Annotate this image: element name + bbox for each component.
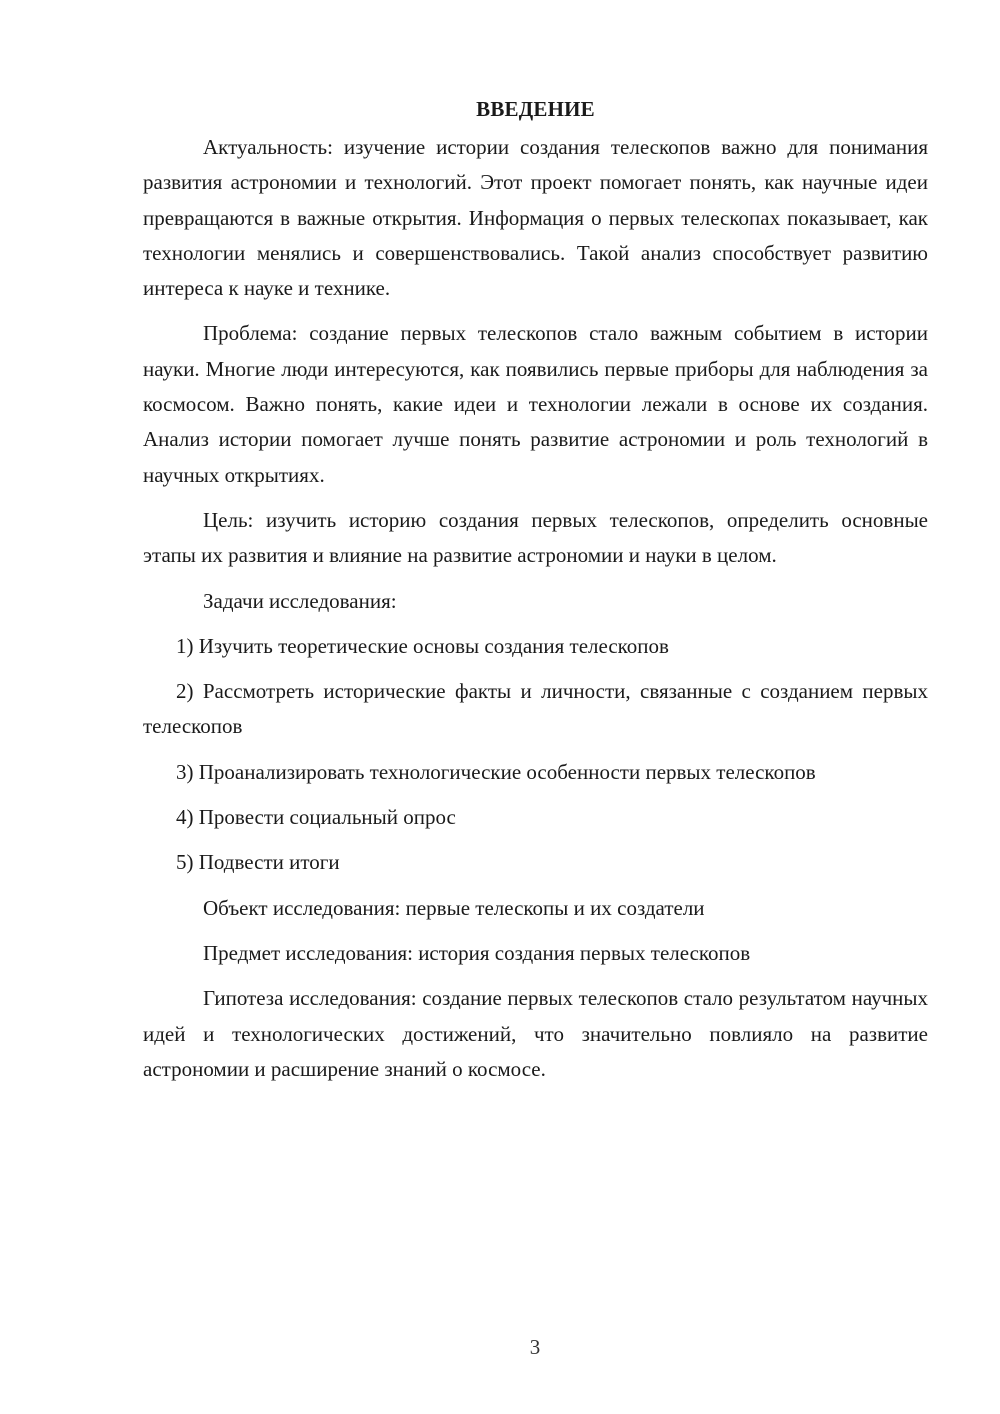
paragraph-relevance: Актуальность: изучение истории создания телескопов важно для понимания развития астрономии и технологий. Этот проект помогает понять, как научные идеи превращаются в важные открытия. Информация о первых телескопах показывает, как технологии менялись и совершенствовались. Такой анализ способствует развитию интереса к науке и технике.	[143, 135, 928, 301]
paragraph-problem: Проблема: создание первых телескопов стало важным событием в истории науки. Многие люди интересуются, как появились первые приборы для наблюдения за космосом. Важно понять, какие идеи и технологии лежали в основе их создания. Анализ истории помогает лучше понять развитие астрономии и роль технологий в научных открытиях.	[143, 321, 928, 487]
task-item-2: 2) Рассмотреть исторические факты и личности, связанные с созданием первых телескопов	[143, 679, 928, 739]
page-number: 3	[529, 1335, 541, 1359]
task-item-3: 3) Проанализировать технологические особенности первых телескопов	[176, 759, 816, 784]
paragraph-goal: Цель: изучить историю создания первых телескопов, определить основные этапы их развития и влияние на развитие астрономии и науки в целом.	[143, 507, 928, 568]
tasks-heading: Задачи исследования:	[203, 588, 397, 613]
paragraph-object: Объект исследования: первые телескопы и их создатели	[203, 895, 705, 920]
paragraph-subject: Предмет исследования: история создания первых телескопов	[203, 940, 751, 965]
task-item-4: 4) Провести социальный опрос	[176, 805, 456, 830]
paragraph-hypothesis: Гипотеза исследования: создание первых телескопов стало результатом научных идей и технологических достижений, что значительно повлияло на развитие астрономии и расширение знаний о космосе.	[143, 986, 928, 1081]
page-content	[143, 92, 928, 1097]
task-item-1: 1) Изучить теоретические основы создания телескопов	[176, 633, 669, 658]
task-item-5: 5) Подвести итоги	[176, 850, 340, 875]
section-title: ВВЕДЕНИЕ	[476, 97, 595, 121]
